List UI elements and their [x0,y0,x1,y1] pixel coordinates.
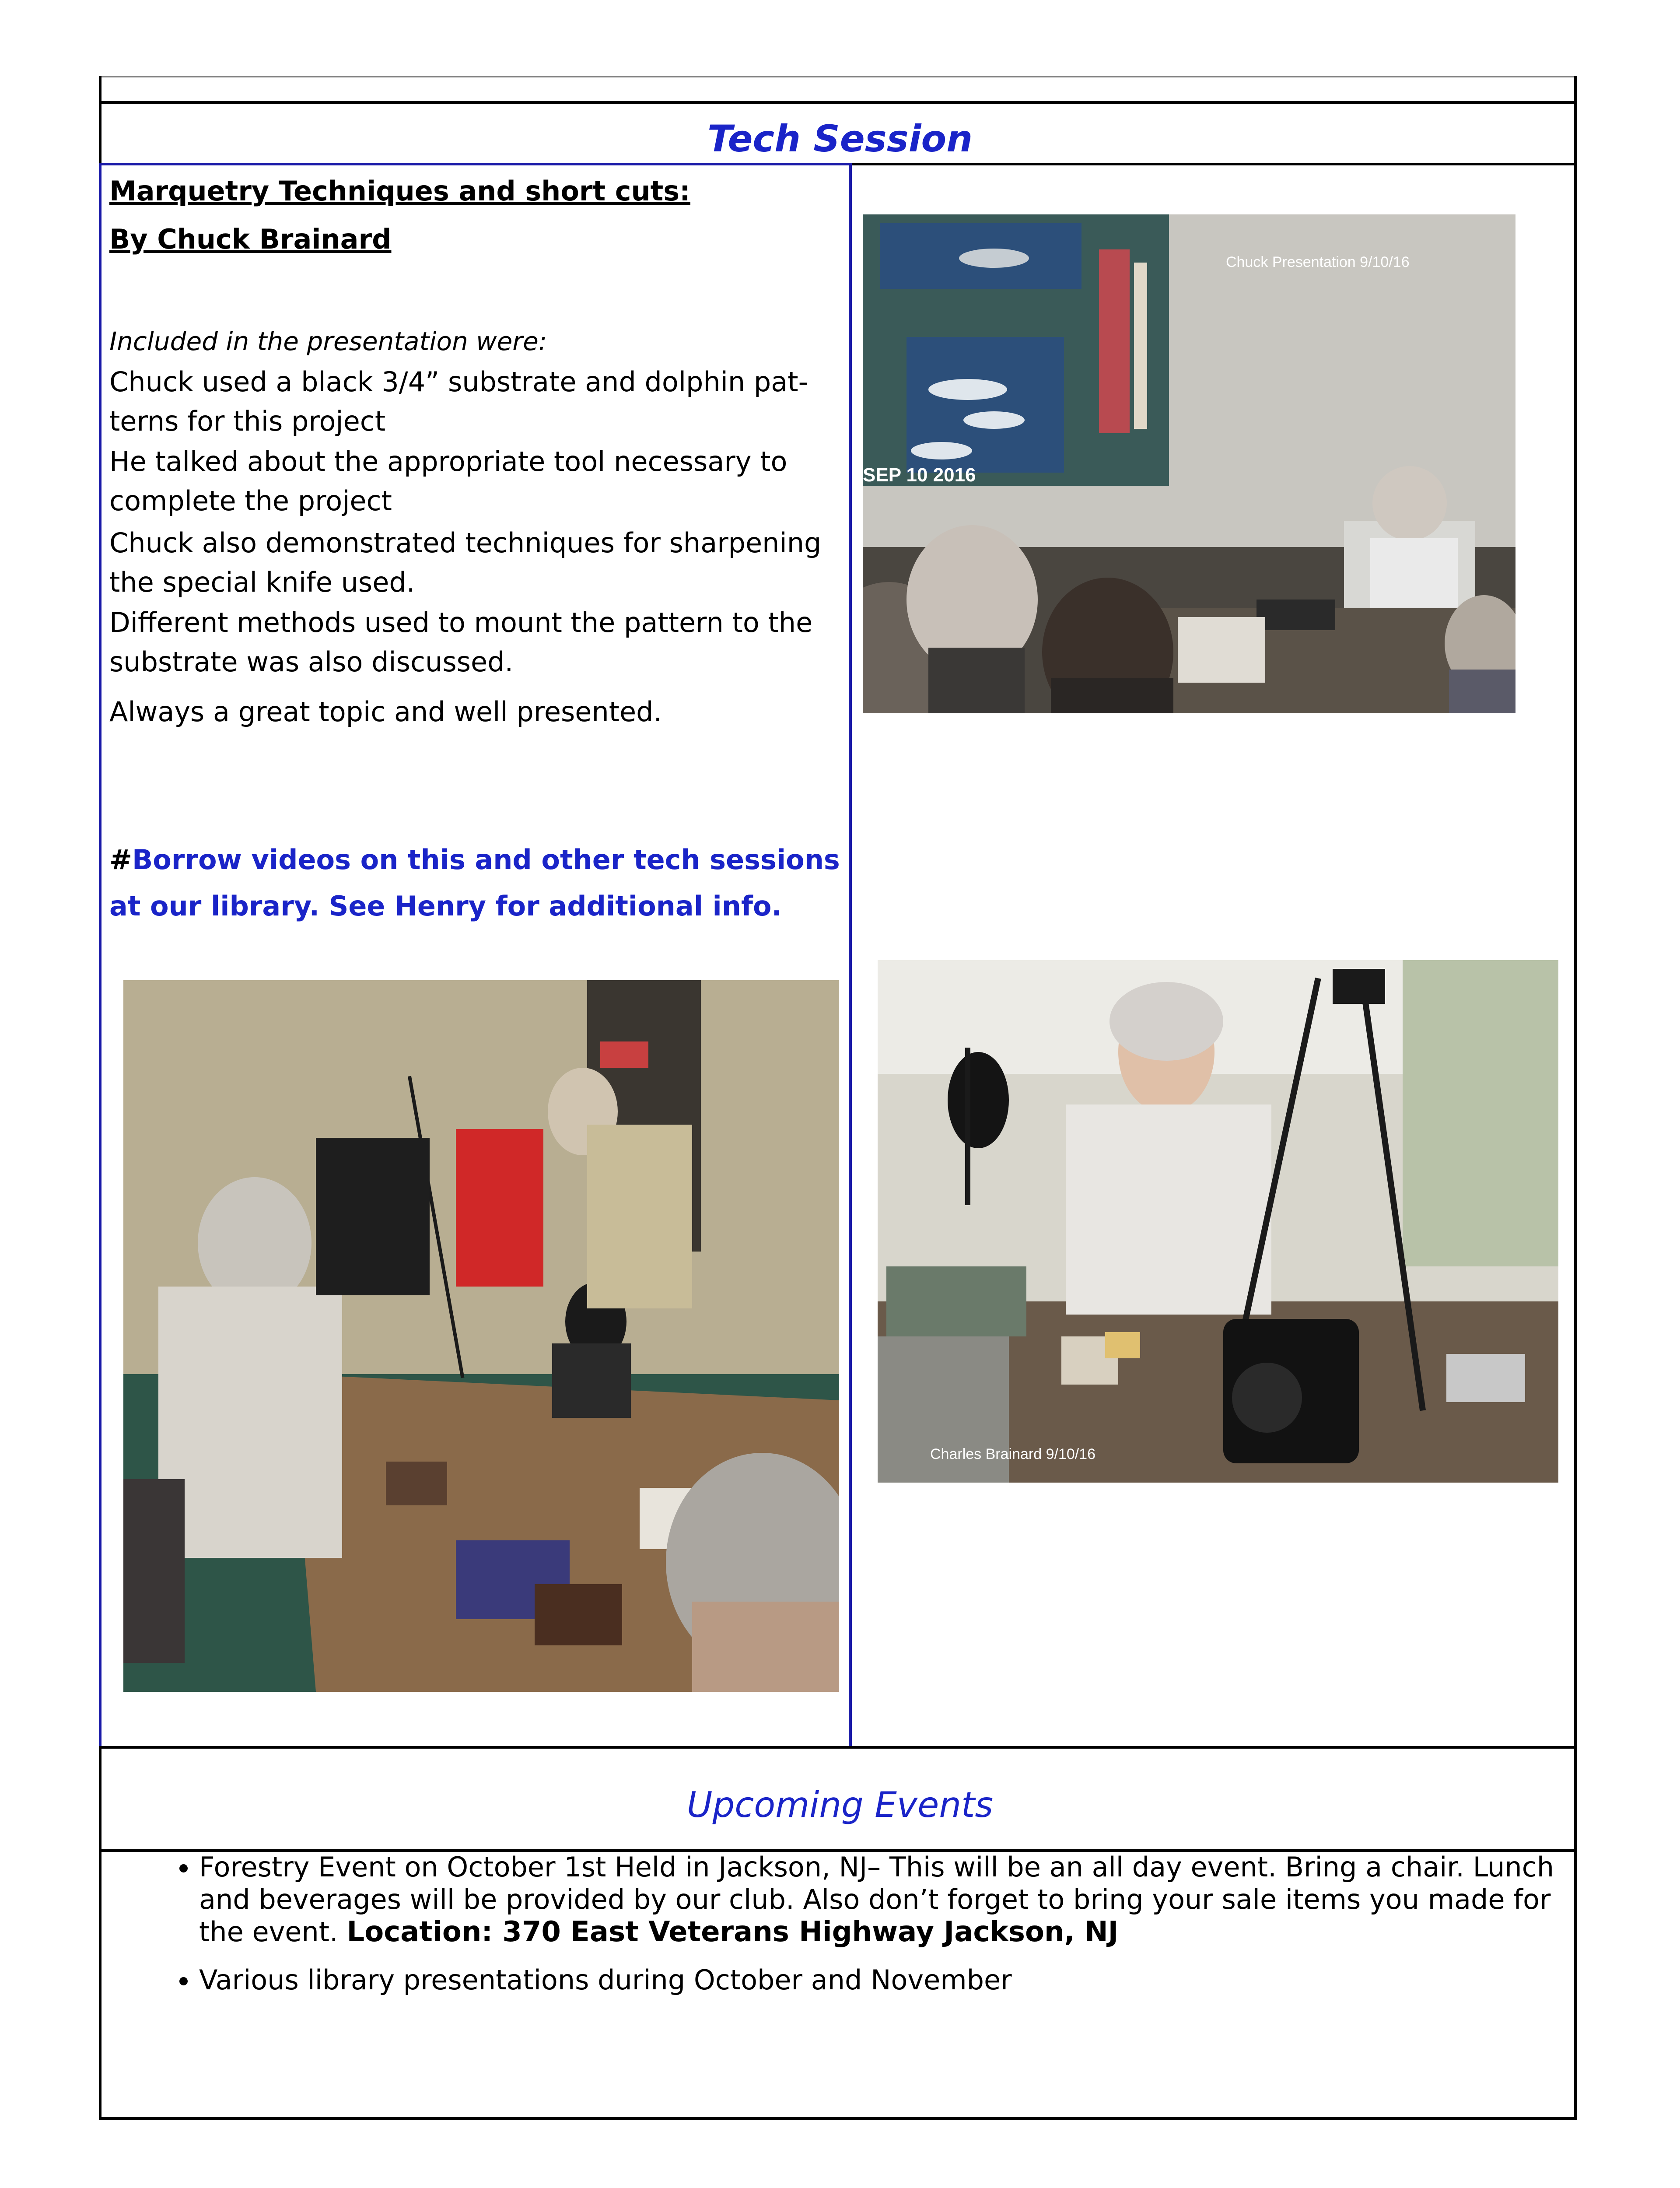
point-3: Chuck also demonstrated techniques for sharpening the special knife used. [109,527,822,598]
bottom-border [99,2117,1577,2120]
article-byline: By Chuck Brainard [109,223,392,255]
intro-text: Included in the presentation were: [109,326,547,356]
title-bottom-border-left [99,163,851,165]
presentation-caption: Chuck Presentation 9/10/16 [1226,254,1410,270]
presentation-photo [863,214,1516,713]
portrait-photo [878,960,1558,1483]
event-item-library [199,1964,1599,1996]
top-thin-border [99,76,1577,77]
event-forestry-location: Location: 370 East Veterans Highway Jackson, NJ [346,1916,1119,1948]
point-2: He talked about the appropriate tool necessary to complete the project [109,445,788,517]
page-title: Tech Session [707,117,973,160]
point-5: Always a great topic and well presented. [109,696,662,728]
workshop-photo-image [123,980,839,1692]
events-list [122,1851,1599,2012]
point-1: Chuck used a black 3/4” substrate and dolphin pat- terns for this project [109,366,808,437]
event-forestry-text: Forestry Event on October 1st Held in Jackson, NJ– This will be an all day event. Bring a chair. Lunch and beverages will be provided by our club. Also don’t forget to bring your sale items you made for the event. [199,1851,1554,1948]
upcoming-events-title: Upcoming Events [686,1785,994,1825]
screen-date: SEP 10 2016 [863,464,976,486]
title-bottom-border [850,163,1577,165]
section-divider-1 [99,1746,1577,1749]
top-border [99,101,1577,104]
article-heading: Marquetry Techniques and short cuts: [109,175,690,207]
presentation-photo-image [863,214,1516,713]
borrow-note [109,837,844,929]
portrait-photo-image [878,960,1558,1483]
column-divider [849,163,852,1748]
event-item-forestry [199,1851,1599,1948]
borrow-text: Borrow videos on this and other tech sessions at our library. See Henry for additional info. [109,844,840,922]
portrait-caption: Charles Brainard 9/10/16 [930,1446,1096,1462]
left-column-inner-border [99,163,102,1748]
point-4: Different methods used to mount the pattern to the substrate was also discussed. [109,607,813,678]
borrow-hash: # [109,844,132,876]
workshop-photo [123,980,839,1692]
event-library-text: Various library presentations during October and November [199,1964,1012,1996]
